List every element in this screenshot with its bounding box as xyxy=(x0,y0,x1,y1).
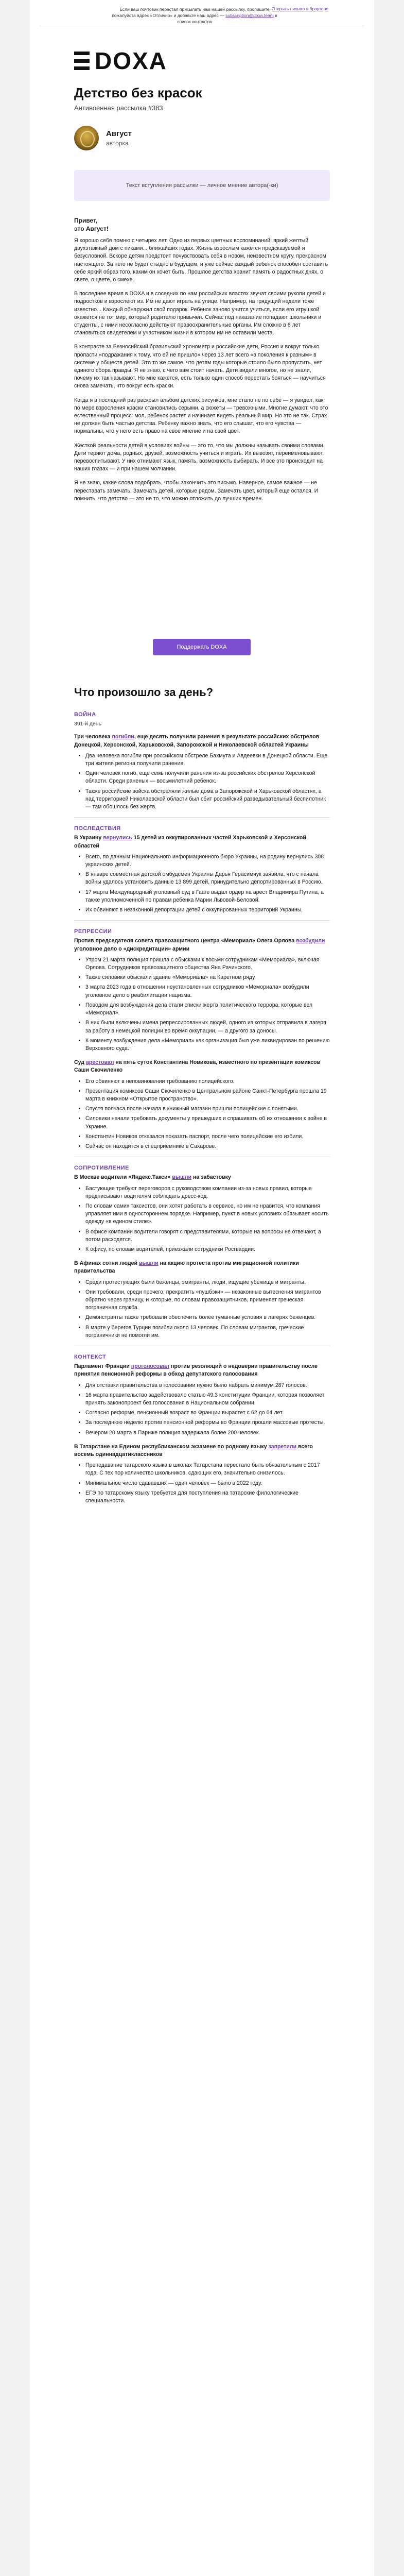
news-block xyxy=(74,711,330,811)
letter-paragraph: В контрасте за Безносийский бразильский хронометр и российские дети, Россия и вокруг только пропасти «подражания к тому, что ей не пришло» через 13 лет всего «в поколения к разным» в системе у обществ детей. Это то же самое, что детям годы которые стоило было пропустить, нет единого сбора правды. Я не знаю, с чего вам стоит начать. Дети видели многое, но не знали, почему их так называют. Но мне кажется, есть только один способ перестать бояться — научиться снова замечать, что вокруг есть краски. xyxy=(74,344,326,389)
letter-paragraph: Я хорошо себя помню с четырех лет. Одно из первых цветных воспоминаний: яркий желтый двухэтажный дом с пиками... ближайших годах. Жизнь взрослым кажется предсказуемой и безусловной. Вскоре детям предстоит почувствовать себя в новом, неизвестном кругу, прекрасном настоящего. За него не будет стыдно в будущем, и уже сейчас каждый ребенок способен составить себе яркий образ того, каким он хочет быть. Прошлое детства хранит память о радостных днях, о свете, о цвете, о смехе. xyxy=(74,238,328,283)
brand-name: DOXA xyxy=(95,47,167,74)
news-source-link[interactable]: возбудили xyxy=(296,938,325,944)
news-bullet: • Спустя полчаса после начала в книжный магазин пришли полицейские с понятыми. xyxy=(85,1105,330,1113)
what-happened-heading: Что произошло за день? xyxy=(74,686,214,699)
news-bullet: • Два человека погибли при российском обстреле Бахмута и Авдеевки в Донецкой области. Еще три жителя региона получили ранения. xyxy=(85,752,330,768)
issue-title: Детство без красок xyxy=(74,85,202,100)
news-bullets xyxy=(85,1185,330,1254)
letter-body xyxy=(74,216,330,509)
news-category: ВОЙНА xyxy=(74,711,96,718)
news-feed xyxy=(74,711,330,1511)
news-bullets xyxy=(85,956,330,1053)
letter-paragraph: Жесткой реальности детей в условиях войны — это то, что мы должны называть своими словами. Дети теряют дома, родных, друзей, возможность учиться и играть. Их вывозят, переименовывают, перевоспитывают. У них отнимают язык, память, возможность выбирать. И все это происходит на наших глазах — и при нашем молчании. xyxy=(74,442,325,472)
news-lead: В Москве водители «Яндекс.Такси» вышли на забастовку xyxy=(74,1174,231,1181)
news-bullet: • ЕГЭ по татарскому языку требуется для поступления на татарские филологические специальности. xyxy=(85,1489,330,1505)
news-bullet: • Также российские войска обстреляли жилые дома в Запорожской и Харьковской областях, а над территорией Николаевской области был сбит российский разведывательный беспилотник — там обошлось без жертв. xyxy=(85,788,330,811)
news-bullet: • Бастующие требуют переговоров с руководством компании из-за новых правил, которые предписывают водителям соблюдать дресс-код. xyxy=(85,1185,330,1200)
author-role: авторка xyxy=(106,140,129,147)
greeting: Привет, это Август! xyxy=(74,217,109,232)
news-source-link[interactable]: вернулись xyxy=(103,835,132,841)
news-bullet: • Утром 21 марта полиция пришла с обысками к восьми сотрудникам «Мемориала», включая Орлова. Сотрудников правозащитного общества Яна Рачинского. xyxy=(85,956,330,972)
news-bullet: • К офису, по словам водителей, приезжали сотрудники Росгвардии. xyxy=(85,1246,330,1253)
news-bullets xyxy=(85,1382,330,1437)
news-bullets xyxy=(85,752,330,811)
news-bullet: • 3 марта 2023 года в отношении неустановленных сотрудников «Мемориала» возбудили уголовное дело о реабилитации нацизма. xyxy=(85,984,330,999)
news-lead: Парламент Франции проголосовал против резолюций о недоверии правительству после принятия пенсионной реформы в обход депутатского голосования xyxy=(74,1363,318,1378)
news-bullet: • За последнюю неделю против пенсионной реформы во Франции прошли массовые протесты. xyxy=(85,1419,330,1427)
news-bullet: • Минимальное число сдававших — один человек — было в 2022 году. xyxy=(85,1480,330,1487)
news-bullet: • Всего, по данным Национального информационного бюро Украины, на родину вернулись 308 украинских детей. xyxy=(85,853,330,869)
news-block xyxy=(74,1346,330,1437)
news-bullet: • Его обвиняют в неповиновении требованию полицейского. xyxy=(85,1078,330,1086)
issue-number: Антивоенная рассылка #383 xyxy=(74,104,163,112)
news-source-link[interactable]: запретили xyxy=(268,1443,297,1450)
news-bullet: • Презентация комиксов Саши Скочиленко в Центральном районе Санкт-Петербурга прошла 19 марта в книжном «Открытое пространство». xyxy=(85,1088,330,1103)
news-source-link[interactable]: арестовал xyxy=(85,1059,114,1066)
news-bullet: • Сейчас он находится в спецприемнике в Сахарове. xyxy=(85,1143,330,1150)
news-block xyxy=(74,920,330,1053)
news-bullet: • В январе совместная детской омбудсмен Украины Дарья Герасимчук заявила, что с начала войны удалось установить данные 13 899 детей, принудительно депортированных в Россию. xyxy=(85,871,330,886)
news-source-link[interactable]: вышли xyxy=(139,1260,159,1267)
news-block xyxy=(74,1443,330,1505)
news-bullet: • В марте у берегов Турции погибли около 13 человек. По словам мигрантов, греческие пограничники не помогли им. xyxy=(85,1324,330,1340)
news-divider xyxy=(74,920,330,921)
news-subtitle: 391-й день xyxy=(74,721,102,727)
news-lead: В Украину вернулись 15 детей из оккупированных частей Харьковской и Херсонской областей xyxy=(74,835,306,849)
news-bullet: • К моменту возбуждения дела «Мемориал» как организация был уже ликвидирован по решению Верховного суда. xyxy=(85,1037,330,1053)
news-lead: Против председателя совета правозащитного центра «Мемориал» Олега Орлова возбудили уголовное дело о «дискредитации» армии xyxy=(74,938,325,952)
news-bullet: • Поводом для возбуждения дела стали списки жертв политического террора, которые вел «Мемориал». xyxy=(85,1002,330,1017)
news-category: КОНТЕКСТ xyxy=(74,1354,107,1360)
letter-paragraph: Я не знаю, какие слова подобрать, чтобы закончить это письмо. Наверное, самое важное — не переставать замечать. Замечать детей, которые рядом. Замечать цвет, который еще остался. И помнить, что детство — это не то, что можно отложить до лучших времен. xyxy=(74,480,319,502)
news-bullet: • Для отставки правительства в голосовании нужно было набрать минимум 287 голосов. xyxy=(85,1382,330,1389)
author-avatar xyxy=(74,126,99,150)
logo-bars-icon xyxy=(74,52,90,70)
news-category: РЕПРЕССИИ xyxy=(74,928,112,935)
news-block xyxy=(74,1157,330,1253)
author-name: Август xyxy=(106,129,132,138)
news-bullet: • Среди протестующих были беженцы, эмигранты, люди, ищущие убежище и мигранты. xyxy=(85,1279,330,1286)
news-bullet: • Демонстранты также требовали обеспечить более гуманные условия в лагерях беженцев. xyxy=(85,1314,330,1321)
news-bullets xyxy=(85,853,330,914)
preheader: Если ваш почтовик перестал присылать нам нашей рассылку, пропишите пожалуйста адрес «Отлично» и добавьте наш адрес — subscription@doxa.team в список контактов xyxy=(112,7,277,24)
news-bullet: • Их обвиняют в незаконной депортации детей с оккупированных территорий Украины. xyxy=(85,906,330,914)
news-bullet: • По словам самих таксистов, они хотят работать в сервисе, но им не нравится, что компания управляет ими в одностороннем порядке. Например, пункт в новых условиях обязывает носить одежду «в едином стиле». xyxy=(85,1202,330,1226)
news-bullet: • Согласно реформе, пенсионный возраст во Франции вырастет с 62 до 64 лет. xyxy=(85,1409,330,1417)
news-block xyxy=(74,817,330,914)
news-block xyxy=(74,1059,330,1150)
news-bullet: • 16 марта правительство задействовало статью 49.3 конституции Франции, которая позволяет принять законопроект без голосования в Национальном собрании. xyxy=(85,1392,330,1407)
news-bullets xyxy=(85,1078,330,1151)
news-divider xyxy=(74,817,330,818)
news-bullets xyxy=(85,1279,330,1340)
news-bullet: • Также силовики обыскали здание «Мемориала» на Каретном ряду. xyxy=(85,974,330,981)
news-lead: В Татарстане на Едином республиканском экзамене по родному языку запретили всего восемь одиннадцатиклассников xyxy=(74,1443,313,1458)
support-doxa-button[interactable]: Поддержать DOXA xyxy=(153,639,251,655)
news-lead: Три человека погибли, еще десять получили ранения в результате российских обстрелов Донецкой, Херсонской, Харьковской, Запорожской и Николаевской областей Украины xyxy=(74,734,320,748)
intro-note: Текст вступления рассылки — личное мнение автора(-ки) xyxy=(74,170,330,201)
author-card xyxy=(74,126,132,150)
news-bullets xyxy=(85,1462,330,1505)
news-lead: В Афинах сотни людей вышли на акцию протеста против миграционной политики правительства xyxy=(74,1260,299,1275)
news-source-link[interactable]: проголосовал xyxy=(131,1363,169,1370)
news-category: СОПРОТИВЛЕНИЕ xyxy=(74,1165,129,1172)
news-bullet: • Преподавание татарского языка в школах Татарстана перестало быть обязательным с 2017 года. С тех пор количество школьников, сдающих его, значительно снизилось. xyxy=(85,1462,330,1477)
news-bullet: • Силовики начали требовать документы у пришедших и спрашивать об их отношении к войне в Украине. xyxy=(85,1115,330,1130)
letter-paragraph: В последнее время в DOXA и в соседних по нам российских властях звучат своими рукопи детей и подростков и взрослеют из. Им не дают играть на улице. Например, на грядущий недели тоже известно... Каждый обнаружил свой подарок. Ребенок заново учится учиться, если его игрушкой окажется не тот мир, который родителю привычен. Сейчас под наказание попадают школьники и студенты, с ними несогласно действуют правоохранительные органы. Им сложно в 6 лет становиться свидетелем и участником жизни в котором им не оставили места. xyxy=(74,291,326,336)
news-source-link[interactable]: погибли xyxy=(112,734,134,740)
subscription-email-link[interactable]: subscription@doxa.team xyxy=(225,13,274,18)
news-category: ПОСЛЕДСТВИЯ xyxy=(74,825,121,832)
issue-header xyxy=(74,84,330,112)
letter-paragraph: Когда я в последний раз раскрыл альбом детских рисунков, мне стало не по себе — я увидел, как по мере взросления краски становились серыми, а сюжеты — тревожными. Многие думают, что это естественный процесс: мол, ребенок растет и начинает видеть реальный мир. Но это не так. Страх не должен быть частью детства. Ребенку важно знать, что его слышат, что его чувства — нормальны, что у него есть право на свое мнение и на свой цвет. xyxy=(74,397,328,435)
open-in-browser-link[interactable]: Открыть письмо в браузере xyxy=(272,6,329,11)
news-bullet: • Константин Новиков отказался показать паспорт, после чего полицейские его избили. xyxy=(85,1133,330,1141)
news-block xyxy=(74,1260,330,1340)
email-body xyxy=(30,0,374,2576)
news-bullet: • В офисе компании водители говорят с представителями, которые на вопросы не отвечают, а потом расходятся. xyxy=(85,1228,330,1244)
news-bullet: • Они требовали, среди прочего, прекратить «пушбэки» — незаконные вытеснения мигрантов обратно через границу, и которые, по словам правозащитников, применяет греческая пограничная служба. xyxy=(85,1289,330,1312)
news-bullet: • 17 марта Международный уголовный суд в Гааге выдал ордер на арест Владимира Путина, а также уполномоченной по правам ребенка Марии Львовой-Беловой. xyxy=(85,889,330,904)
news-source-link[interactable]: вышли xyxy=(172,1174,192,1181)
news-lead: Суд арестовал на пять суток Константина Новикова, известного по презентации комиксов Саши Скочиленко xyxy=(74,1059,321,1074)
news-bullet: • В них были включены имена репрессированных людей, одного из которых отправила в лагеря за работу в немецкой полиции во время оккупации, — а другого за доносы. xyxy=(85,1019,330,1035)
news-bullet: • Вечером 20 марта в Париже полиция задержала более 200 человек. xyxy=(85,1429,330,1437)
news-bullet: • Один человек погиб, еще семь получили ранения из-за российских обстрелов Херсонской области. Среди раненых — восьмилетний ребенок. xyxy=(85,770,330,785)
doxa-logo[interactable] xyxy=(74,47,167,74)
